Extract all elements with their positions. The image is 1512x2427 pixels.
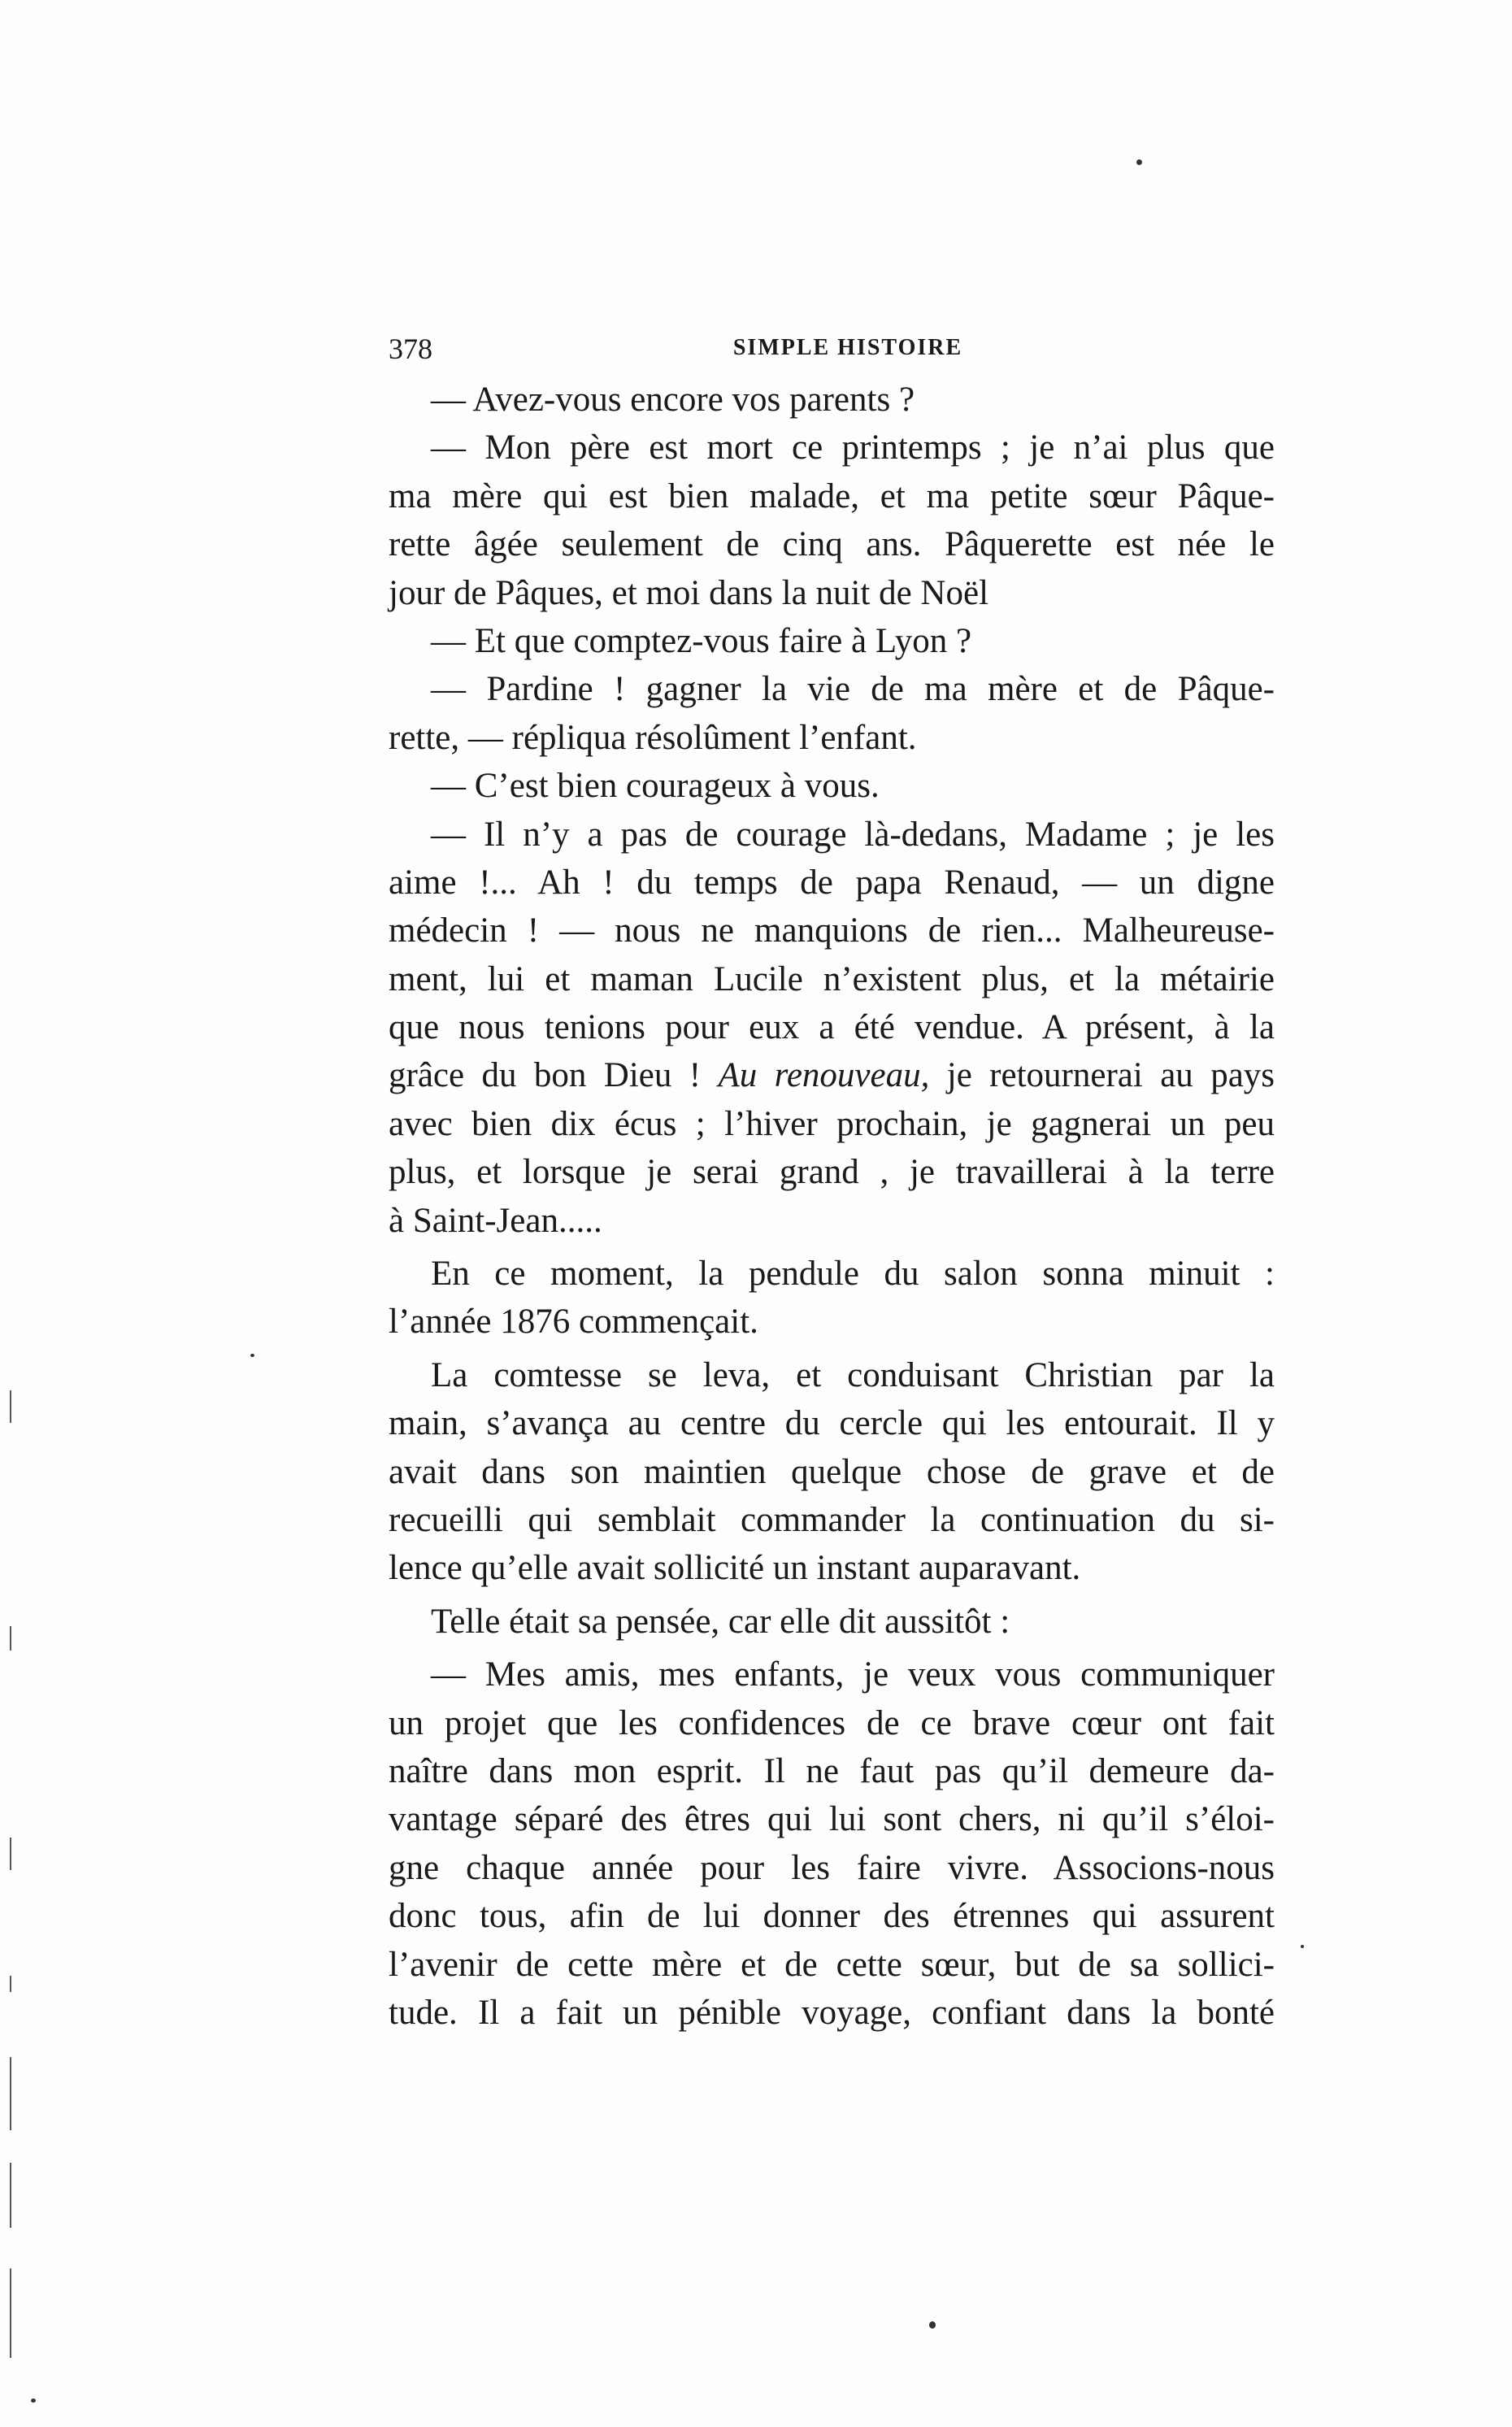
text-line: un projet que les confidences de ce brave cœur ont fait: [389, 1703, 1275, 1742]
text-line: — Avez-vous encore vos parents ?: [431, 381, 915, 419]
text-line: Telle était sa pensée, car elle dit aussitôt :: [431, 1602, 1010, 1641]
text-line: avec bien dix écus ; l’hiver prochain, je gagnerai un peu: [389, 1104, 1275, 1143]
text-line: gne chaque année pour les faire vivre. Associons-nous: [389, 1848, 1275, 1887]
scan-speck: [250, 1354, 254, 1357]
text-line: — Il n’y a pas de courage là-dedans, Madame ; je les: [431, 815, 1275, 854]
scan-speck: [1301, 1945, 1304, 1948]
text-line: La comtesse se leva, et conduisant Christian par la: [431, 1355, 1275, 1394]
text-line-with-italic: [389, 1051, 1275, 1099]
text-line: l’avenir de cette mère et de cette sœur, but de sa sollici-: [389, 1945, 1275, 1984]
text-line: — Mon père est mort ce printemps ; je n’ai plus que: [431, 428, 1275, 468]
text-line: jour de Pâques, et moi dans la nuit de Noël: [389, 573, 989, 612]
text-line: ma mère qui est bien malade, et ma petite sœur Pâque-: [389, 476, 1275, 515]
text-segment: grâce du bon Dieu !: [389, 1056, 702, 1095]
scan-edge-mark: [10, 1390, 11, 1423]
text-line: lence qu’elle avait sollicité un instant auparavant.: [389, 1549, 1081, 1588]
text-line: naître dans mon esprit. Il ne faut pas qu’il demeure da-: [389, 1751, 1275, 1790]
scan-edge-mark: [10, 1626, 11, 1651]
scan-edge-mark: [10, 1838, 11, 1870]
text-line: tude. Il a fait un pénible voyage, confiant dans la bonté: [389, 1993, 1275, 2032]
text-line: rette, — répliqua résolûment l’enfant.: [389, 718, 917, 757]
scan-edge-mark: [10, 1976, 11, 1992]
text-line: avait dans son maintien quelque chose de grave et de: [389, 1452, 1275, 1491]
scan-edge-mark: [10, 2163, 11, 2228]
body-text: [389, 376, 1275, 2037]
text-line: à Saint-Jean.....: [389, 1201, 602, 1240]
text-line: plus, et lorsque je serai grand , je travaillerai à la terre: [389, 1153, 1275, 1192]
text-line: — C’est bien courageux à vous.: [431, 767, 880, 806]
text-line: donc tous, afin de lui donner des étrennes qui assurent: [389, 1897, 1275, 1936]
italic-phrase: Au renouveau,: [718, 1056, 930, 1095]
text-line: que nous tenions pour eux a été vendue. A présent, à la: [389, 1008, 1275, 1047]
text-segment: je retournerai au pays: [946, 1056, 1275, 1095]
text-line: — Pardine ! gagner la vie de ma mère et de Pâque-: [431, 670, 1275, 709]
text-line: main, s’avança au centre du cercle qui les entourait. Il y: [389, 1404, 1275, 1443]
text-line: — Et que comptez-vous faire à Lyon ?: [431, 621, 972, 660]
text-line: rette âgée seulement de cinq ans. Pâquerette est née le: [389, 525, 1275, 564]
text-line: l’année 1876 commençait.: [389, 1303, 758, 1342]
page-header: [389, 327, 1291, 376]
text-line: médecin ! — nous ne manquions de rien... Malheureuse-: [389, 911, 1275, 950]
scan-edge-mark: [10, 2268, 11, 2358]
running-head: SIMPLE HISTOIRE: [732, 335, 963, 360]
text-line: — Mes amis, mes enfants, je veux vous communiquer: [431, 1655, 1275, 1694]
text-line: vantage séparé des êtres qui lui sont chers, ni qu’il s’éloi-: [389, 1800, 1275, 1839]
page-number: 378: [389, 333, 432, 365]
scan-speck: [1136, 159, 1142, 165]
scan-edge-mark: [10, 2057, 11, 2130]
text-line: En ce moment, la pendule du salon sonna minuit :: [431, 1255, 1275, 1294]
text-line: recueilli qui semblait commander la continuation du si-: [389, 1500, 1275, 1539]
text-line: aime !... Ah ! du temps de papa Renaud, — un digne: [389, 863, 1275, 902]
scan-speck: [929, 2321, 936, 2329]
scan-speck: [31, 2399, 36, 2403]
text-line: ment, lui et maman Lucile n’existent plus, et la métairie: [389, 959, 1275, 998]
